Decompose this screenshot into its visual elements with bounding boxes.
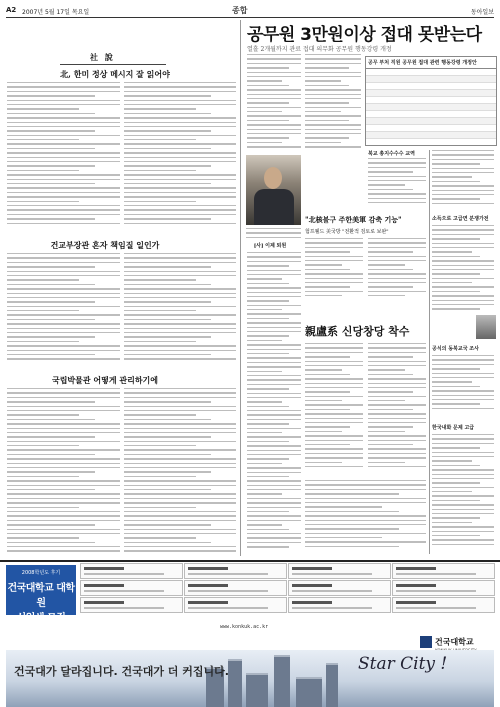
side-heading-4: 한국내화 문제 고급 [432, 425, 475, 431]
editorial-heading-3: 국립박물관 어떻게 관리하기에 [51, 375, 159, 385]
masthead [6, 4, 494, 18]
side-text-1a [368, 158, 426, 208]
ad-slogan: 건국대가 달라집니다. 건국대가 더 커집니다. [14, 665, 229, 678]
editorial-2-text-left [7, 253, 120, 363]
table-row [366, 111, 496, 118]
ad-program-cell [184, 597, 287, 613]
story-1-text-b [368, 238, 426, 300]
university-emblem-icon [420, 636, 432, 648]
author-photo [476, 315, 496, 339]
ad-program-cell [184, 580, 287, 596]
side-heading-2: 소득으로 고급면 분쟁가전 [432, 216, 489, 222]
story-3-text [247, 252, 301, 552]
ad-banner[interactable] [6, 565, 76, 624]
ad-program-cell [288, 563, 391, 579]
lead-subhead: 열흘 2개월까지 관료 접대 의무화 공무원 행동강령 개정 [247, 46, 392, 53]
ad-url[interactable]: www.konkuk.ac.kr [220, 624, 269, 630]
story-1-headline: "北核불구 주한美軍 감축 기능" [305, 215, 402, 224]
lead-headline: 공무원 3만원이상 접대 못받는다 [247, 25, 482, 45]
column-divider [240, 20, 241, 556]
side-text-3 [432, 355, 494, 415]
table-row [366, 76, 496, 83]
table-title: 공무 부처 직원 공무원 접대 관련 행동강령 개정안 [366, 57, 496, 69]
ad-program-cell [184, 563, 287, 579]
logo-name: 건국대학교 [435, 637, 474, 647]
side-text-4 [432, 434, 494, 552]
ad-program-cell [80, 563, 183, 579]
story-2-text-c [305, 480, 426, 552]
ad-star-city: Star City ! [358, 654, 448, 674]
section-name: 종합 [232, 6, 248, 15]
editorial-rule [60, 64, 166, 65]
table-row [366, 104, 496, 111]
story-2-text-b [368, 343, 426, 473]
photo-caption [246, 228, 301, 242]
ad-title-2: 신입생 모집 [16, 613, 66, 624]
story-2-text-a [305, 343, 363, 473]
ad-program-cell [80, 597, 183, 613]
story-2-headline: 親盧系 신당창당 착수 [305, 325, 410, 338]
editorial-3-text-left [7, 388, 120, 553]
table-row [366, 132, 496, 139]
table-row [366, 97, 496, 104]
lead-text-col-2 [305, 54, 361, 150]
ad-title-1: 건국대학교 대학원 [7, 583, 75, 609]
table-row [366, 90, 496, 97]
editorial-heading-2: 건교부장관 혼자 책임질 일인가 [50, 240, 160, 250]
story-1-text-a [305, 238, 363, 300]
editorial-1-text-right [124, 82, 236, 227]
editorial-3-text-right [124, 388, 236, 553]
editorial-1-text-left [7, 82, 120, 227]
table-row [366, 125, 496, 132]
ad-program-cell [392, 563, 495, 579]
side-text-1b [432, 150, 494, 208]
regulation-table [365, 56, 497, 146]
editorial-2-text-right [124, 253, 236, 363]
issue-date: 2007년 5월 17일 목요일 [22, 9, 90, 16]
right-column-divider [429, 150, 430, 554]
ad-program-cell [288, 597, 391, 613]
news-photo [246, 155, 301, 225]
ad-year: 2008학년도 후기 [21, 570, 61, 576]
story-1-subhead: 험프웰드 美국방 "전환적 검토로 보완" [305, 229, 389, 235]
ad-program-cell [392, 580, 495, 596]
ad-program-grid [80, 563, 494, 629]
story-3-label: [사] 이제 퇴원 [253, 243, 287, 249]
table-row [366, 118, 496, 125]
lead-text-col-1 [247, 54, 301, 150]
ad-program-cell [80, 580, 183, 596]
publication-name: 동아일보 [470, 9, 494, 16]
table-row [366, 83, 496, 90]
side-heading-1: 북교 총지수수수 교역 [368, 151, 415, 157]
side-text-2 [432, 225, 494, 315]
editorial-label: 社 說 [90, 52, 115, 62]
side-heading-3: 공식의 동북교국 조사 [432, 346, 479, 352]
page-number: A2 [6, 6, 17, 14]
editorial-heading-1: 北, 한미 정상 메시지 잘 읽어야 [60, 69, 170, 79]
table-row [366, 69, 496, 76]
ad-program-cell [288, 580, 391, 596]
ad-program-cell [392, 597, 495, 613]
